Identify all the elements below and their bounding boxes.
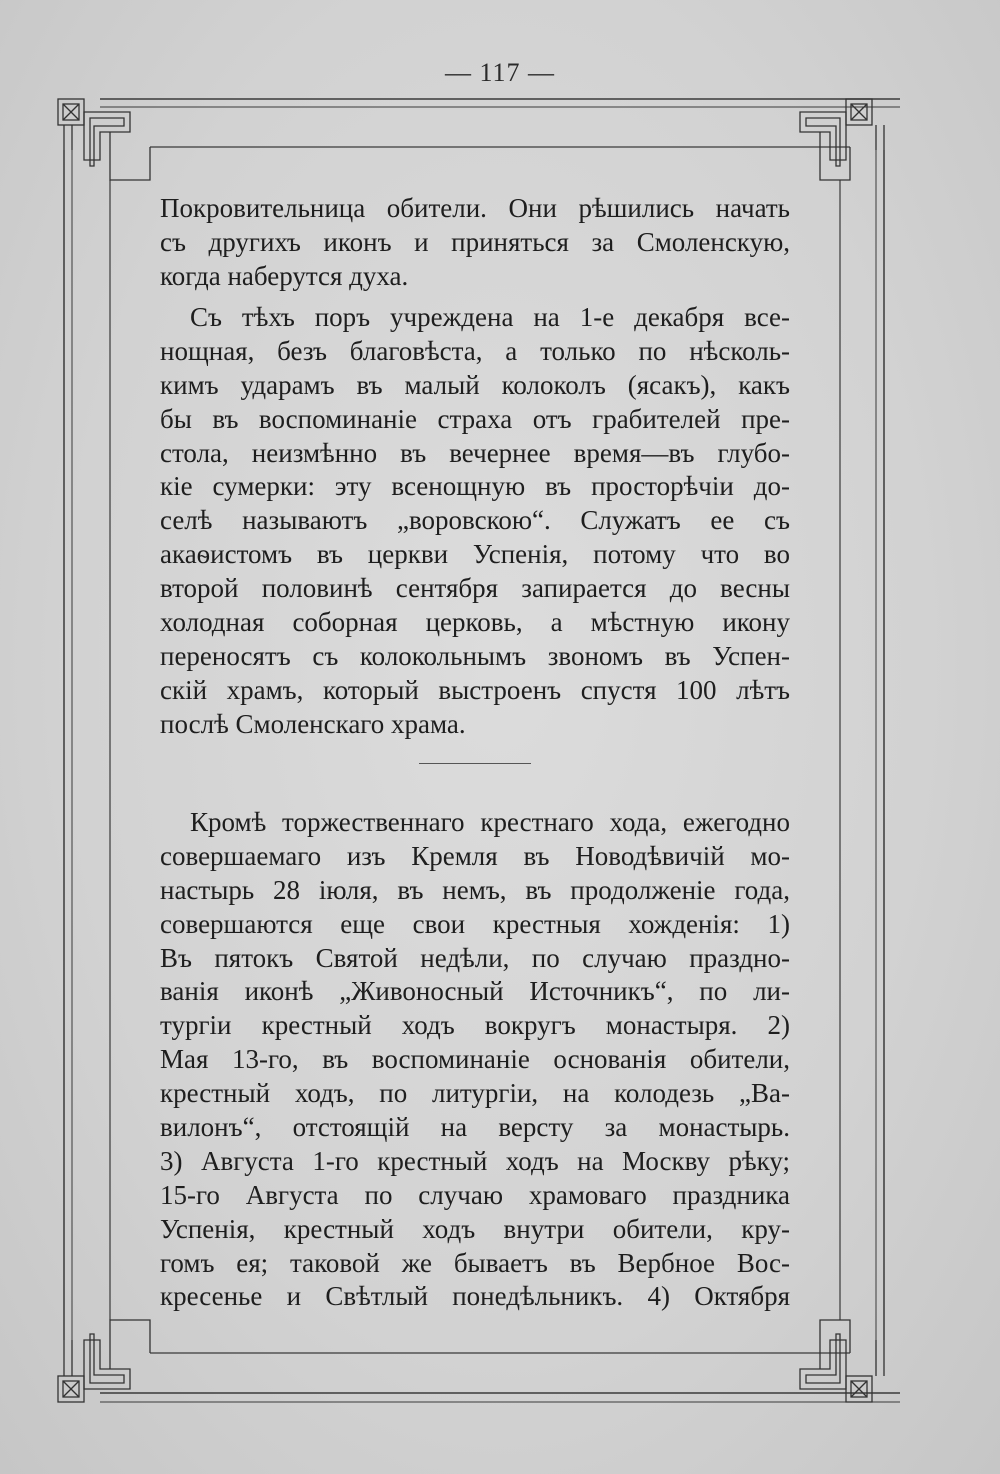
text-line: послѣ Смоленскаго храма.	[160, 708, 466, 739]
text-line: второй половинѣ сентября запирается до весны	[160, 573, 790, 604]
text-line: гомъ ея; таковой же бываетъ въ Вербное Вос-	[160, 1247, 790, 1278]
text-line: когда наберутся духа.	[160, 260, 409, 291]
text-line: крестный ходъ, по литургіи, на колодезь „Ва-	[160, 1078, 790, 1109]
section-divider	[419, 763, 531, 764]
text-line: съ другихъ иконъ и приняться за Смоленскую,	[160, 226, 790, 257]
text-line: Успенія, крестный ходъ внутри обители, кру-	[160, 1213, 790, 1244]
text-line: тургіи крестный ходъ вокругъ монастыря. 2)	[160, 1010, 790, 1041]
paragraph-1	[160, 192, 790, 294]
text-line: Кромѣ торжественнаго крестнаго хода, ежегодно	[190, 807, 790, 837]
text-line: Съ тѣхъ поръ учреждена на 1-е декабря все-	[190, 302, 790, 332]
text-line: 15-го Августа по случаю храмоваго праздника	[160, 1179, 790, 1210]
text-line: Мая 13-го, въ воспоминаніе основанія обители,	[160, 1044, 790, 1075]
corner-ornament-bottom-right	[800, 1320, 884, 1402]
page-number: — 117 —	[444, 58, 556, 87]
text-line: стола, неизмѣнно въ вечернее время—въ глубо-	[160, 437, 790, 468]
text-line: кіе сумерки: эту всенощную въ просторѣчіи до-	[160, 471, 790, 502]
text-line: кресенье и Свѣтлый понедѣльникъ. 4) Октября	[160, 1281, 790, 1312]
text-line: скій храмъ, который выстроенъ спустя 100 лѣтъ	[160, 674, 790, 705]
text-line: Въ пятокъ Святой недѣли, по случаю праздно-	[160, 942, 790, 973]
text-line: акаѳистомъ въ церкви Успенія, потому что во	[160, 539, 790, 570]
text-line: вилонъ“, отстоящій на версту за монастырь.	[160, 1112, 790, 1143]
text-line: кимъ ударамъ въ малый колоколъ (ясакъ), какъ	[160, 369, 790, 400]
text-line: настырь 28 іюля, въ немъ, въ продолженіе года,	[160, 874, 790, 905]
corner-ornament-top-right	[800, 99, 884, 180]
text-line: 3) Августа 1-го крестный ходъ на Москву рѣку;	[160, 1145, 790, 1176]
text-line: бы въ воспоминаніе страха отъ грабителей пре-	[160, 403, 790, 434]
text-line: совершаемаго изъ Кремля въ Новодѣвичій мо-	[160, 840, 790, 871]
text-line: Покровительница обители. Они рѣшились начать	[160, 193, 790, 223]
paragraph-2	[160, 301, 790, 742]
text-line: ванія иконѣ „Живоносный Источникъ“, по ли-	[160, 976, 790, 1007]
text-line: переносятъ съ колокольнымъ звономъ въ Успен-	[160, 640, 790, 671]
text-line: селѣ называютъ „воровскою“. Служатъ ее съ	[160, 505, 790, 536]
text-line: нощная, безъ благовѣста, а только по нѣсколь-	[160, 335, 790, 366]
text-line: холодная соборная церковь, а мѣстную икону	[160, 607, 790, 638]
text-line: совершаются еще свои крестныя хожденія: 1)	[160, 908, 790, 939]
paragraph-3	[160, 806, 790, 1314]
